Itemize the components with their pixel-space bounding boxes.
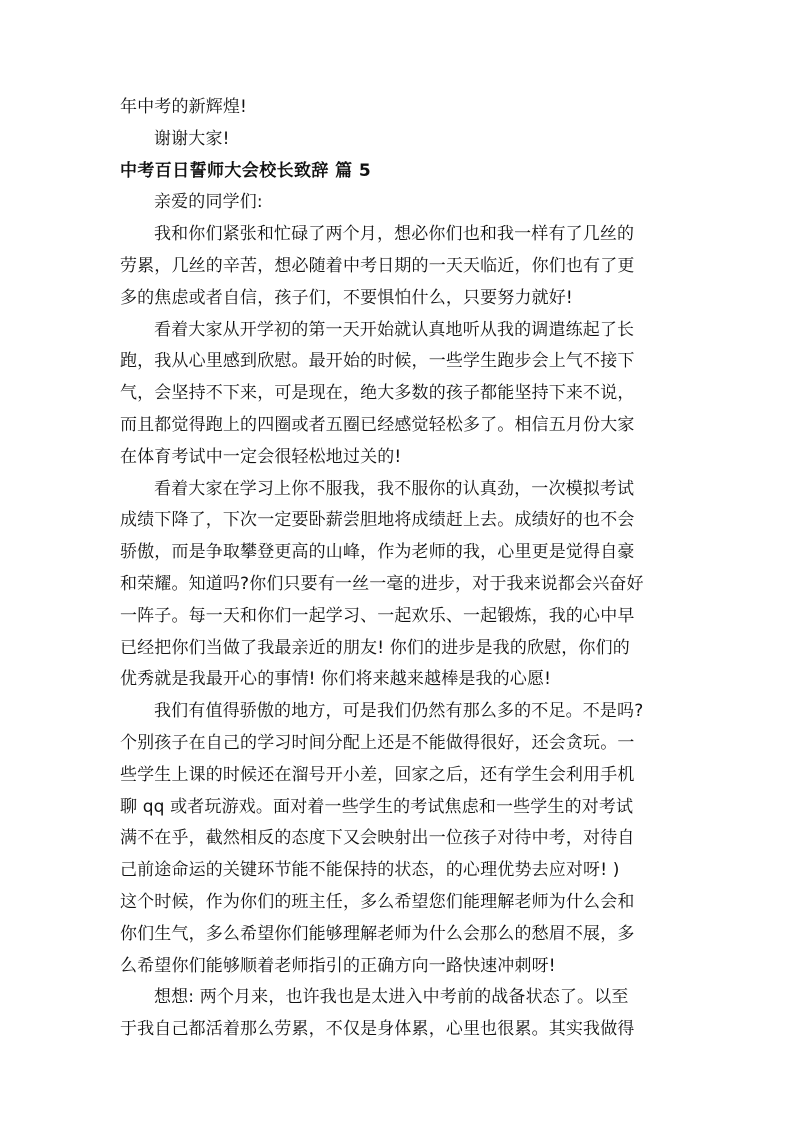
paragraph-line: 我和你们紧张和忙碌了两个月，想必你们也和我一样有了几丝的 bbox=[154, 224, 635, 245]
paragraph-line: 己前途命运的关键环节能不能保持的状态，的心理优势去应对呀! ) bbox=[120, 860, 620, 881]
paragraph-line: 成绩下降了，下次一定要卧薪尝胆地将成绩赶上去。成绩好的也不会 bbox=[120, 510, 635, 531]
paragraph-line: 多的焦虑或者自信，孩子们，不要惧怕什么，只要努力就好! bbox=[120, 287, 573, 308]
paragraph-line: 于我自己都活着那么劳累，不仅是身体累，心里也很累。其实我做得 bbox=[120, 1019, 635, 1040]
paragraph-line: 亲爱的同学们: bbox=[154, 192, 263, 213]
paragraph-line: 气，会坚持不下来，可是现在，绝大多数的孩子都能坚持下来不说， bbox=[120, 383, 635, 404]
paragraph-line: 优秀就是我最开心的事情! 你们将来越来越棒是我的心愿! bbox=[120, 669, 552, 690]
paragraph-line: 看着大家从开学初的第一天开始就认真地听从我的调遣练起了长 bbox=[154, 319, 635, 340]
paragraph-line: 年中考的新辉煌! bbox=[120, 97, 248, 117]
paragraph-line: 劳累，几丝的辛苦，想必随着中考日期的一天天临近，你们也有了更 bbox=[120, 255, 635, 276]
paragraph-line: 你们生气，多么希望你们能够理解老师为什么会那么的愁眉不展，多 bbox=[120, 923, 635, 944]
paragraph-line: 谢谢大家! bbox=[154, 128, 230, 149]
document-page bbox=[120, 92, 676, 1046]
paragraph-line: 跑，我从心里感到欣慰。最开始的时候，一些学生跑步会上气不接下 bbox=[120, 351, 635, 372]
paragraph-line: 和荣耀。知道吗?你们只要有一丝一毫的进步，对于我来说都会兴奋好 bbox=[120, 573, 644, 594]
paragraph-line: 在体育考试中一定会很轻松地过关的! bbox=[120, 446, 402, 467]
paragraph-line: 个别孩子在自己的学习时间分配上还是不能做得很好，还会贪玩。一 bbox=[120, 732, 635, 753]
paragraph-line: 而且都觉得跑上的四圈或者五圈已经感觉轻松多了。相信五月份大家 bbox=[120, 414, 635, 435]
paragraph-line: 看着大家在学习上你不服我，我不服你的认真劲，一次模拟考试 bbox=[154, 478, 635, 499]
paragraph-line: 聊 qq 或者玩游戏。面对着一些学生的考试焦虑和一些学生的对考试 bbox=[120, 796, 634, 817]
paragraph-line: 已经把你们当做了我最亲近的朋友! 你们的进步是我的欣慰，你们的 bbox=[120, 637, 630, 658]
paragraph-line: 么希望你们能够顺着老师指引的正确方向一路快速冲刺呀! bbox=[120, 955, 556, 976]
paragraph-line: 想想: 两个月来，也许我也是太进入中考前的战备状态了。以至 bbox=[154, 987, 629, 1008]
paragraph-line: 满不在乎，截然相反的态度下又会映射出一位孩子对待中考，对待自 bbox=[120, 828, 635, 849]
section-heading: 中考百日誓师大会校长致辞 篇 5 bbox=[120, 160, 372, 181]
paragraph-line: 我们有值得骄傲的地方，可是我们仍然有那么多的不足。不是吗? bbox=[154, 701, 644, 722]
paragraph-line: 这个时候，作为你们的班主任，多么希望您们能理解老师为什么会和 bbox=[120, 891, 635, 912]
paragraph-line: 一阵子。每一天和你们一起学习、一起欢乐、一起锻炼，我的心中早 bbox=[120, 605, 635, 626]
paragraph-line: 些学生上课的时候还在溜号开小差，回家之后，还有学生会利用手机 bbox=[120, 764, 635, 785]
paragraph-line: 骄傲，而是争取攀登更高的山峰，作为老师的我，心里更是觉得自豪 bbox=[120, 542, 635, 563]
